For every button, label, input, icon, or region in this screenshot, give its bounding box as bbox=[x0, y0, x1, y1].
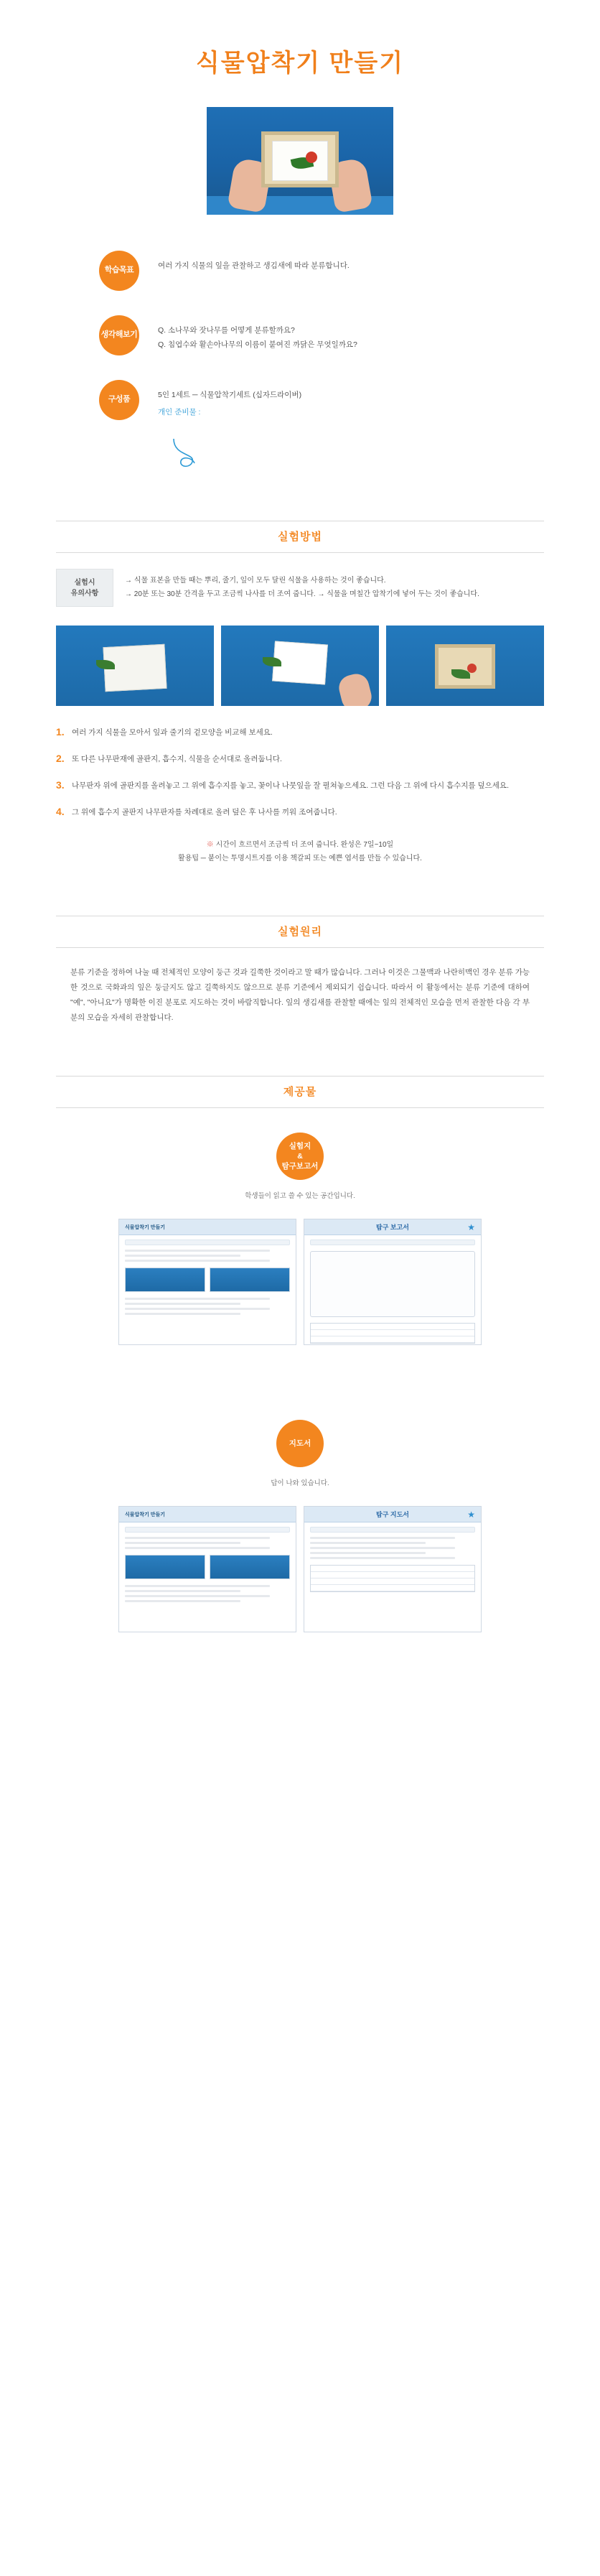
badge-worksheet-line2: & bbox=[297, 1151, 303, 1161]
caution-line-2: → 20분 또는 30분 간격을 두고 조금씩 나사를 더 조여 줍니다. → 식물을 며칠간 압착기에 넣어 두는 것이 좋습니다. bbox=[125, 590, 479, 598]
report-doc-right bbox=[304, 1219, 482, 1345]
doc-lines-2 bbox=[125, 1298, 290, 1315]
badge-worksheet bbox=[276, 1133, 324, 1180]
doc-title: 탐구 보고서 bbox=[376, 1224, 409, 1231]
doc-lines bbox=[310, 1537, 475, 1559]
doc-thumbnails bbox=[125, 1268, 290, 1292]
components-text bbox=[158, 380, 301, 420]
method-section bbox=[56, 521, 544, 865]
step-text: 여러 가지 식물을 모아서 잎과 줄기의 겉모양을 비교해 보세요. bbox=[72, 728, 273, 737]
step2-leaf bbox=[263, 657, 281, 666]
note-text-1: 시간이 흐르면서 조금씩 더 조여 줍니다. 완성은 7일~10일 bbox=[215, 841, 394, 849]
badge-guide-line1: 지도서 bbox=[289, 1438, 311, 1448]
worksheet-preview-row bbox=[56, 1219, 544, 1345]
decorative-squiggle bbox=[99, 437, 501, 470]
caution-line-1: → 식물 표본을 만들 때는 뿌리, 줄기, 잎이 모두 달린 식물을 사용하는 것이 좋습니다. bbox=[125, 577, 386, 585]
principle-section bbox=[56, 916, 544, 1026]
title-section bbox=[0, 0, 600, 78]
step2-hand bbox=[337, 671, 375, 706]
photo-paper bbox=[272, 141, 328, 181]
steps-list bbox=[56, 725, 544, 819]
doc-lines bbox=[125, 1537, 290, 1549]
note-line-2: 활용팁 ─ 붙이는 투명시트지를 이용 책갈피 또는 예쁜 엽서를 만들 수 있습니다. bbox=[178, 855, 422, 862]
spacer-4 bbox=[56, 1345, 544, 1395]
objective-line: 여러 가지 식물의 잎을 관찰하고 생김새에 따라 분류합니다. bbox=[158, 261, 350, 270]
worksheet-doc-left bbox=[118, 1219, 296, 1345]
step-item bbox=[56, 725, 544, 740]
doc-band bbox=[310, 1240, 475, 1245]
info-row-think bbox=[99, 315, 501, 355]
step3-frame bbox=[435, 644, 495, 689]
step-number: 1. bbox=[56, 726, 65, 738]
info-row-objective bbox=[99, 251, 501, 291]
step3-flower bbox=[467, 664, 477, 673]
spacer-5 bbox=[0, 1632, 600, 1683]
think-text bbox=[158, 315, 357, 353]
step-number: 2. bbox=[56, 753, 65, 764]
spacer-2 bbox=[0, 865, 600, 916]
doc-thumbnails bbox=[125, 1555, 290, 1579]
think-question-2: Q. 침엽수와 활손아나무의 이름이 붙여진 까닭은 무엇일까요? bbox=[158, 340, 357, 349]
doc-title: 식물압착기 만들기 bbox=[125, 1512, 166, 1517]
doc-band bbox=[125, 1527, 290, 1533]
doc-lines-2 bbox=[125, 1585, 290, 1602]
caution-box bbox=[56, 569, 544, 607]
doc-header bbox=[119, 1507, 296, 1522]
guide-doc-left bbox=[118, 1506, 296, 1632]
step-item bbox=[56, 751, 544, 766]
step-text: 그 위에 흡수지 골판지 나무판자를 차례대로 올려 덮은 후 나사를 끼워 조여줍니다. bbox=[72, 808, 337, 817]
badge-worksheet-line1: 실험지 bbox=[289, 1141, 311, 1150]
doc-table bbox=[310, 1323, 475, 1344]
step-item bbox=[56, 778, 544, 793]
info-block bbox=[99, 251, 501, 420]
doc-answer-box bbox=[310, 1251, 475, 1317]
step-photo-1 bbox=[56, 626, 214, 706]
objective-text bbox=[158, 251, 350, 274]
step-text: 나무판자 위에 골판지를 올려놓고 그 위에 흡수지를 놓고, 꽃이나 나뭇잎을 잘 펼쳐놓으세요. 그런 다음 그 위에 다시 흡수지를 덮으세요. bbox=[72, 781, 509, 790]
guide-caption: 답이 나와 있습니다. bbox=[271, 1479, 329, 1487]
caution-label-line1: 실험시 bbox=[74, 578, 95, 587]
badge-components: 구성품 bbox=[99, 380, 139, 420]
badge-guide bbox=[276, 1420, 324, 1467]
provided-item-guide bbox=[56, 1420, 544, 1632]
spacer-1 bbox=[0, 470, 600, 521]
worksheet-caption: 학생들이 읽고 쓸 수 있는 공간입니다. bbox=[245, 1192, 355, 1200]
note-star-icon: ※ bbox=[206, 841, 214, 849]
principle-body: 분류 기준을 정하여 나눌 때 전체적인 모양이 둥근 것과 길쭉한 것이라고 말 때가 많습니다. 그러나 이것은 그물맥과 나란히맥인 경우 분류 가능한 것으로 국화과의 잎은 둥글지도 않고 길쭉하지도 않으므로 분류 기준에서 제외되기 쉽습니다. 따라서 이 활동에서는 분류 기준에 대하여 "예", "아니요"가 명확한 이진 분포로 지도하는 것이 바람직합니다. 잎의 생김새를 관찰할 때에는 잎의 전체적인 모습을 먼저 관찰한 다음 각 부분의 모습을 자세히 관찰합니다. bbox=[70, 968, 530, 1022]
doc-table bbox=[310, 1565, 475, 1592]
badge-objective: 학습목표 bbox=[99, 251, 139, 291]
step-number: 4. bbox=[56, 806, 65, 817]
caution-body bbox=[113, 569, 544, 607]
hero-photo bbox=[207, 107, 393, 215]
star-icon: ★ bbox=[467, 1510, 475, 1520]
components-line: 5인 1세트 ─ 식물압착기세트 (십자드라이버) bbox=[158, 391, 302, 399]
personal-prep-label: 개인 준비물 : bbox=[158, 407, 201, 417]
principle-heading: 실험원리 bbox=[56, 916, 544, 948]
squiggle-icon bbox=[171, 437, 214, 470]
provided-heading: 제공물 bbox=[56, 1076, 544, 1108]
spacer-3 bbox=[0, 1026, 600, 1076]
doc-band bbox=[310, 1527, 475, 1533]
star-icon: ★ bbox=[467, 1222, 475, 1232]
doc-title: 식물압착기 만들기 bbox=[125, 1224, 166, 1230]
guide-doc-right bbox=[304, 1506, 482, 1632]
info-row-components bbox=[99, 380, 501, 420]
step-photo-2 bbox=[221, 626, 379, 706]
method-note bbox=[56, 838, 544, 865]
badge-worksheet-line3: 탐구보고서 bbox=[281, 1162, 319, 1171]
doc-title: 탐구 지도서 bbox=[376, 1511, 409, 1518]
provided-section bbox=[56, 1076, 544, 1632]
note-line-1 bbox=[56, 838, 544, 852]
step-photo-3 bbox=[386, 626, 544, 706]
step-number: 3. bbox=[56, 779, 65, 791]
badge-think: 생각해보기 bbox=[99, 315, 139, 355]
doc-header bbox=[119, 1219, 296, 1235]
photo-press-board bbox=[261, 131, 339, 187]
step-text: 또 다른 나무판재에 골판지, 흡수지, 식물을 순서대로 올려둡니다. bbox=[72, 755, 282, 763]
doc-header bbox=[304, 1507, 481, 1522]
doc-band bbox=[125, 1240, 290, 1245]
page-title: 식물압착기 만들기 bbox=[195, 50, 405, 77]
guide-preview-row bbox=[56, 1506, 544, 1632]
caution-label bbox=[56, 569, 113, 607]
step1-leaf bbox=[96, 660, 115, 669]
doc-lines bbox=[125, 1250, 290, 1262]
doc-header bbox=[304, 1219, 481, 1235]
step-item bbox=[56, 804, 544, 819]
step-photo-row bbox=[56, 626, 544, 706]
method-heading: 실험방법 bbox=[56, 521, 544, 553]
caution-label-line2: 유의사항 bbox=[70, 589, 99, 597]
provided-item-worksheet bbox=[56, 1133, 544, 1345]
hero-photo-wrap bbox=[0, 107, 600, 215]
photo-flower bbox=[306, 152, 317, 163]
think-question-1: Q. 소나무와 잣나무를 어떻게 분류할까요? bbox=[158, 326, 295, 335]
